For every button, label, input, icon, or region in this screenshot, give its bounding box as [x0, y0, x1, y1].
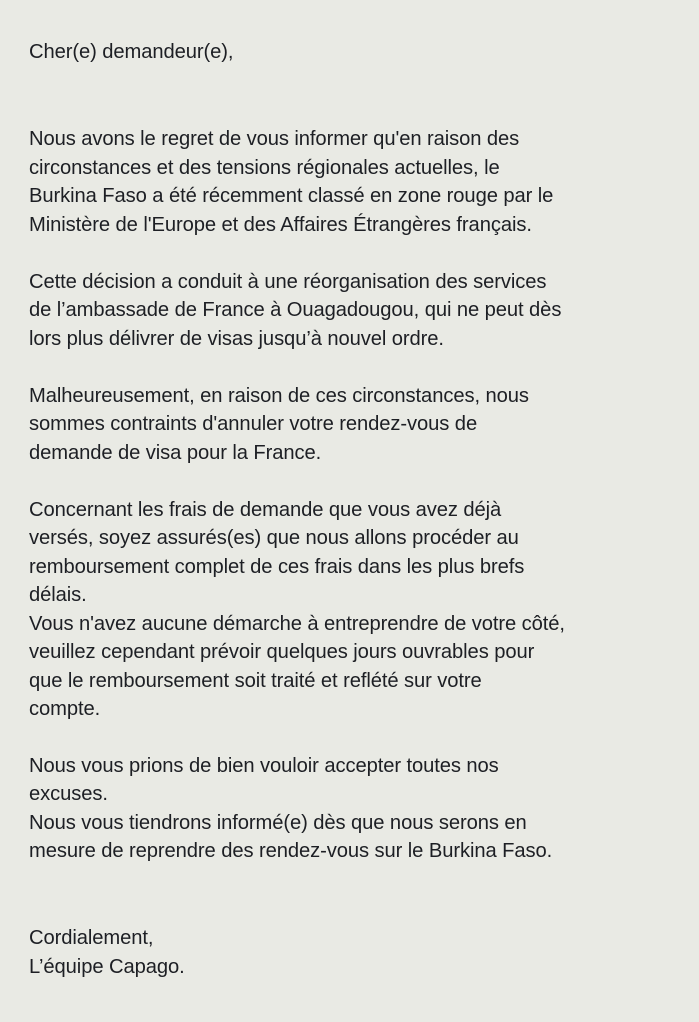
paragraph-line: Cette décision a conduit à une réorganisation des services: [29, 270, 547, 293]
paragraph-line: Malheureusement, en raison de ces circonstances, nous: [29, 384, 529, 407]
paragraph-line: veuillez cependant prévoir quelques jours ouvrables pour: [29, 640, 535, 663]
paragraph-line: délais.: [29, 583, 87, 606]
paragraph-line: circonstances et des tensions régionales actuelles, le: [29, 156, 500, 179]
paragraph-line: Nous vous prions de bien vouloir accepter toutes nos: [29, 754, 499, 777]
paragraph-line: Burkina Faso a été récemment classé en zone rouge par le: [29, 184, 554, 207]
paragraph-line: Nous vous tiendrons informé(e) dès que nous serons en: [29, 811, 527, 834]
closing: Cordialement,: [29, 926, 154, 949]
paragraph-line: excuses.: [29, 782, 108, 805]
paragraph-line: que le remboursement soit traité et reflété sur votre: [29, 669, 482, 692]
paragraph-line: Concernant les frais de demande que vous avez déjà: [29, 498, 502, 521]
paragraph-line: demande de visa pour la France.: [29, 441, 322, 464]
paragraph-line: versés, soyez assurés(es) que nous allons procéder au: [29, 526, 519, 549]
paragraph-line: mesure de reprendre des rendez-vous sur le Burkina Faso.: [29, 839, 553, 862]
paragraph-line: sommes contraints d'annuler votre rendez-vous de: [29, 412, 478, 435]
paragraph-line: lors plus délivrer de visas jusqu’à nouvel ordre.: [29, 327, 444, 350]
paragraph-line: Vous n'avez aucune démarche à entreprendre de votre côté,: [29, 612, 565, 635]
paragraph-line: Nous avons le regret de vous informer qu'en raison des: [29, 127, 520, 150]
signature: L’équipe Capago.: [29, 955, 185, 978]
paragraph-line: Ministère de l'Europe et des Affaires Étrangères français.: [29, 213, 532, 236]
paragraph-line: remboursement complet de ces frais dans les plus brefs: [29, 555, 525, 578]
paragraph-line: de l’ambassade de France à Ouagadougou, qui ne peut dès: [29, 298, 562, 321]
paragraph-line: compte.: [29, 697, 101, 720]
greeting: Cher(e) demandeur(e),: [29, 40, 234, 63]
